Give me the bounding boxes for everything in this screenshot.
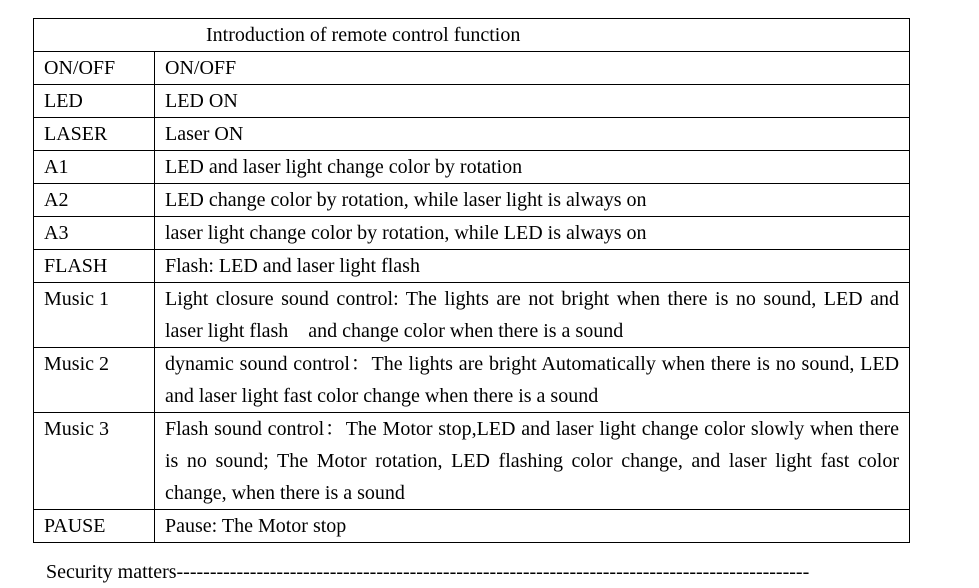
- row-key: LASER: [34, 118, 155, 151]
- row-key: ON/OFF: [34, 52, 155, 85]
- remote-function-table: [33, 18, 910, 543]
- row-key: A3: [34, 217, 155, 250]
- table-row: [34, 118, 910, 151]
- row-description: laser light change color by rotation, while LED is always on: [155, 217, 910, 250]
- row-description: Light closure sound control: The lights are not bright when there is no sound, LED and laser light flash and change color when there is a sound: [155, 283, 910, 348]
- row-description: Pause: The Motor stop: [155, 510, 910, 543]
- table-row: [34, 184, 910, 217]
- row-description: Flash sound control：The Motor stop,LED and laser light change color slowly when there is no sound; The Motor rotation, LED flashing color change, and laser light fast color change, when there is a sound: [155, 413, 910, 510]
- table-row: [34, 413, 910, 510]
- row-description: dynamic sound control：The lights are bright Automatically when there is no sound, LED and laser light fast color change when there is a sound: [155, 348, 910, 413]
- table-row: [34, 348, 910, 413]
- row-description: Laser ON: [155, 118, 910, 151]
- row-description: LED change color by rotation, while laser light is always on: [155, 184, 910, 217]
- row-description: Flash: LED and laser light flash: [155, 250, 910, 283]
- row-description: LED and laser light change color by rotation: [155, 151, 910, 184]
- table-row: [34, 151, 910, 184]
- table-row: [34, 510, 910, 543]
- security-matters-heading: Security matters-----------------------------------------------------------------------------------------------: [46, 561, 810, 583]
- table-row: [34, 283, 910, 348]
- row-key: Music 2: [34, 348, 155, 413]
- row-description: ON/OFF: [155, 52, 910, 85]
- row-key: PAUSE: [34, 510, 155, 543]
- row-key: LED: [34, 85, 155, 118]
- row-key: FLASH: [34, 250, 155, 283]
- row-description: LED ON: [155, 85, 910, 118]
- table-row: [34, 250, 910, 283]
- row-key: Music 1: [34, 283, 155, 348]
- table-row: [34, 52, 910, 85]
- row-key: A1: [34, 151, 155, 184]
- table-row: [34, 85, 910, 118]
- row-key: A2: [34, 184, 155, 217]
- table-row: [34, 217, 910, 250]
- table-title: Introduction of remote control function: [34, 19, 910, 52]
- row-key: Music 3: [34, 413, 155, 510]
- table-header-row: [34, 19, 910, 52]
